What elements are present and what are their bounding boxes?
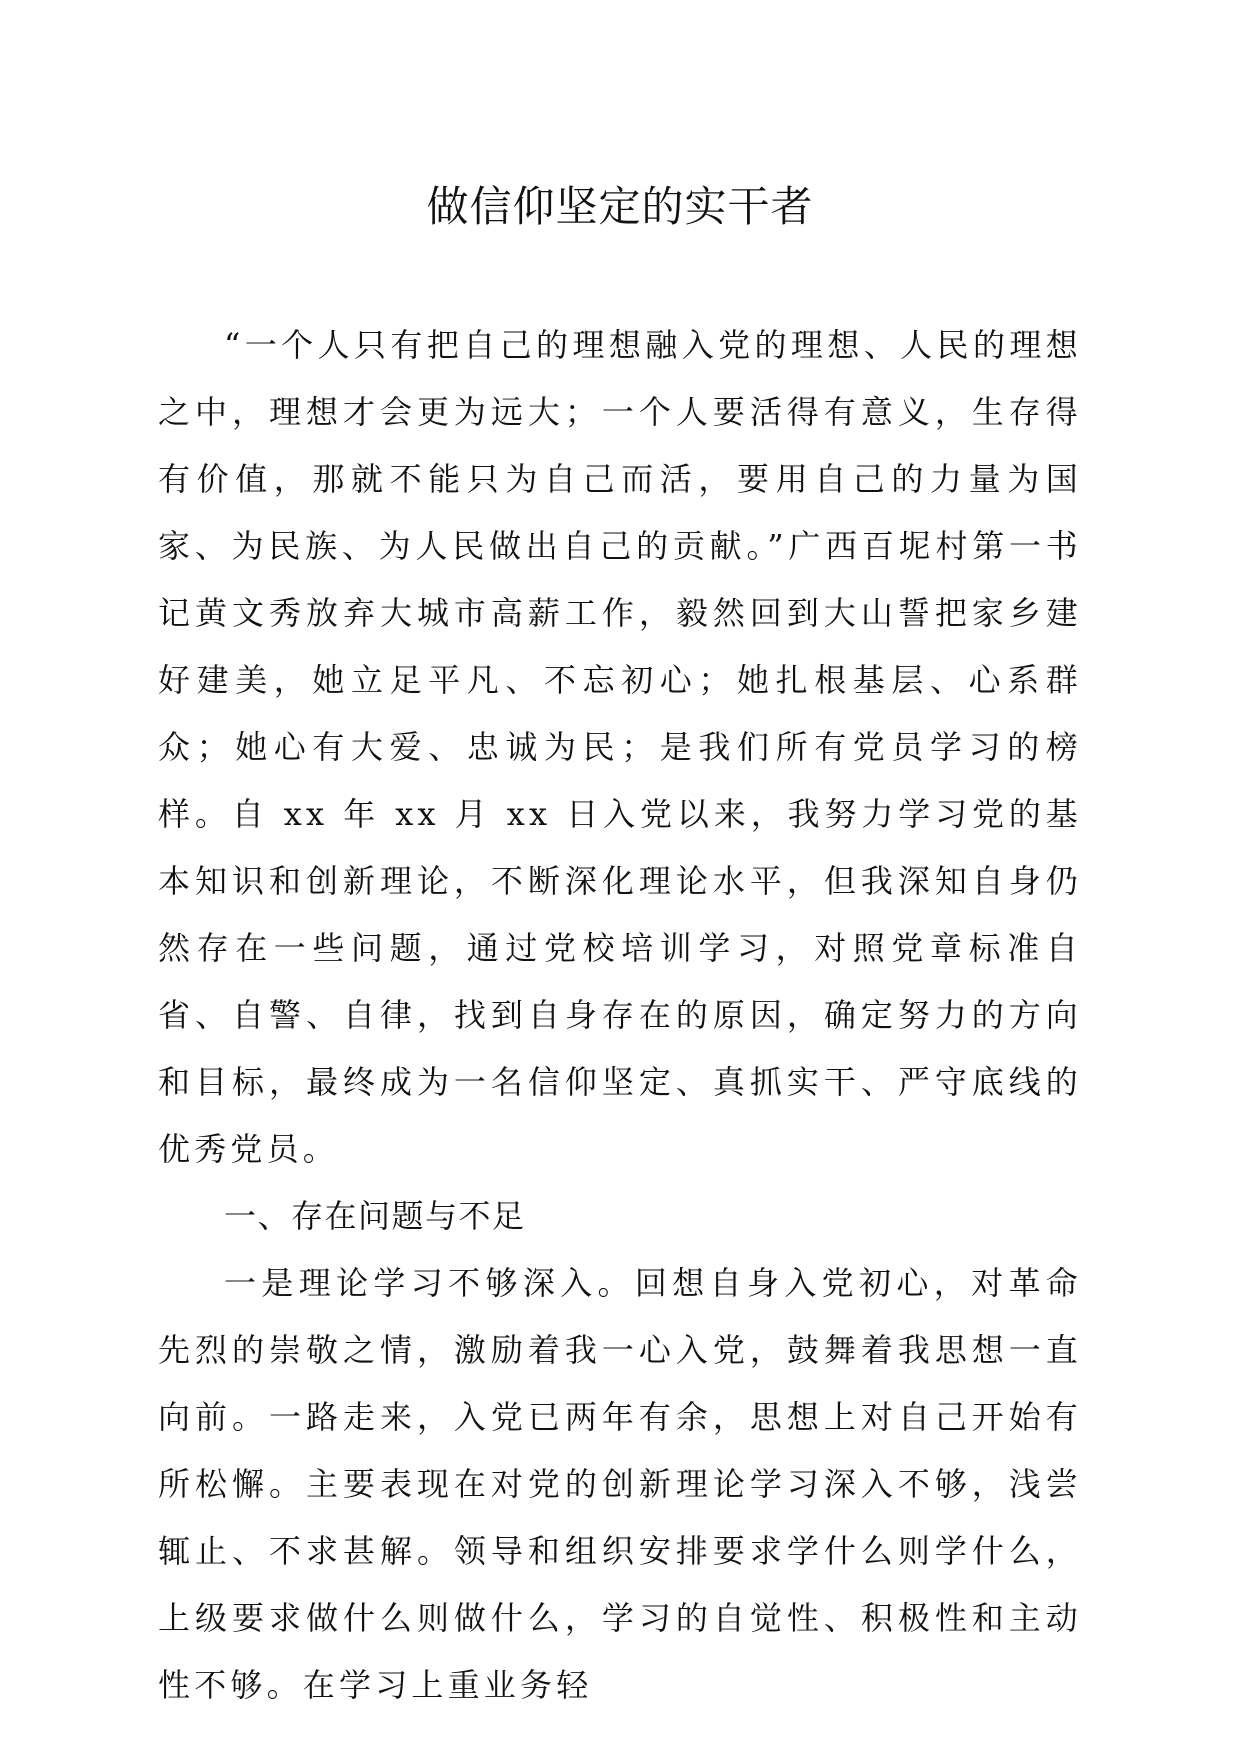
section-paragraph: 一是理论学习不够深入。回想自身入党初心，对革命先烈的崇敬之情，激励着我一心入党，鼓舞着我思想一直向前。一路走来，入党已两年有余，思想上对自己开始有所松懈。主要表现在对党的创新理论学习深入不够，浅尝辄止、不求甚解。领导和组织安排要求学什么则学什么，上级要求做什么则做什么，学习的自觉性、积极性和主动性不够。在学习上重业务轻 (158, 1264, 1082, 1704)
document-body (158, 312, 1082, 1719)
section-heading: 一、存在问题与不足 (224, 1197, 526, 1235)
document-title: 做信仰坚定的实干者 (426, 182, 814, 231)
intro-paragraph: “一个人只有把自己的理想融入党的理想、人民的理想之中，理想才会更为远大；一个人要活得有意义，生存得有价值，那就不能只为自己而活，要用自己的力量为国家、为民族、为人民做出自己的贡献。”广西百坭村第一书记黄文秀放弃大城市高薪工作，毅然回到大山誓把家乡建好建美，她立足平凡、不忘初心；她扎根基层、心系群众；她心有大爱、忠诚为民；是我们所有党员学习的榜样。自 xx 年 xx 月 xx 日入党以来，我努力学习党的基本知识和创新理论，不断深化理论水平，但我深知自身仍然存在一些问题，通过党校培训学习，对照党章标准自省、自警、自律，找到自身存在的原因，确定努力的方向和目标，最终成为一名信仰坚定、真抓实干、严守底线的优秀党员。 (158, 326, 1082, 1168)
